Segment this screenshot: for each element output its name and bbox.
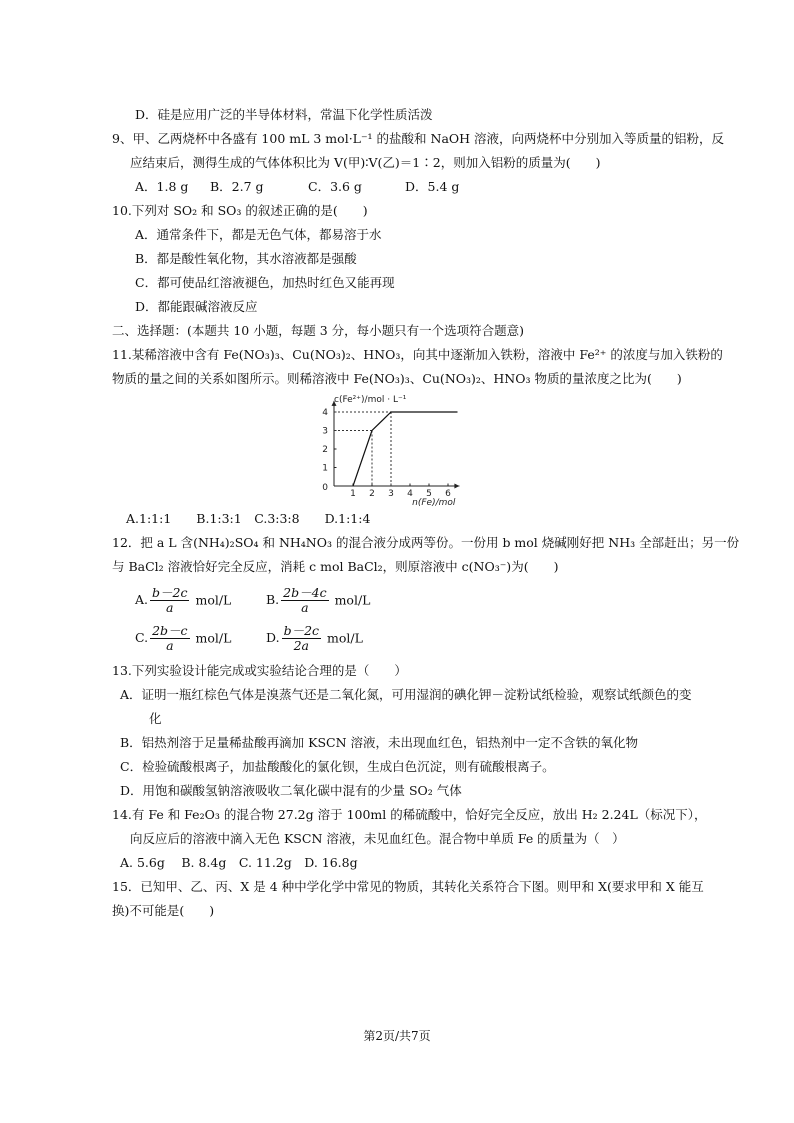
y-tick-label: 4 <box>322 408 328 418</box>
question-12-option-b <box>266 586 370 615</box>
question-12-option-a <box>135 586 231 615</box>
unit: mol/L <box>327 630 363 646</box>
question-11-options: A.1:1:1 B.1:3:1 C.3:3:8 D.1:1:4 <box>126 511 371 526</box>
question-10-option-c: C．都可使品红溶液褪色，加热时红色又能再现 <box>135 275 395 290</box>
option-label: C. <box>135 630 149 645</box>
y-axis-label: c(Fe²⁺)/mol · L⁻¹ <box>334 395 407 405</box>
fraction-denominator: a <box>166 600 174 615</box>
question-14-options: A. 5.6g B. 8.4g C. 11.2g D. 16.8g <box>120 855 358 870</box>
fraction <box>282 624 321 653</box>
question-9-option-a: A．1.8 g <box>135 179 189 194</box>
fraction-numerator: b－2c <box>283 623 320 638</box>
x-axis-arrow <box>454 484 459 489</box>
fe-concentration-chart <box>312 393 492 507</box>
fraction-denominator: a <box>166 638 174 653</box>
question-12-option-c <box>135 624 231 653</box>
x-tick-label: 6 <box>445 489 451 499</box>
fraction-numerator: 2b－4c <box>283 585 327 600</box>
page-footer: 第2页/共7页 <box>363 1029 431 1043</box>
question-9-option-b: B．2.7 g <box>210 179 264 194</box>
x-tick-label: 2 <box>369 489 375 499</box>
x-axis-label: n(Fe)/mol <box>412 498 456 507</box>
question-10-option-a: A．通常条件下，都是无色气体，都易溶于水 <box>135 227 382 242</box>
question-10-option-d: D．都能跟碱溶液反应 <box>135 299 258 314</box>
x-tick-label: 5 <box>426 489 432 499</box>
question-10-option-b: B．都是酸性氧化物，其水溶液都是强酸 <box>135 251 357 266</box>
question-13-option-a-cont: 化 <box>149 711 162 726</box>
question-11-stem: 11.某稀溶液中含有 Fe(NO₃)₃、Cu(NO₃)₂、HNO₃，向其中逐渐加入铁粉，溶液中 Fe²⁺ 的浓度与加入铁粉的 <box>112 347 723 362</box>
unit: mol/L <box>334 592 371 608</box>
question-9-option-d: D．5.4 g <box>405 179 460 194</box>
fraction <box>150 586 189 615</box>
y-tick-label: 2 <box>322 445 328 455</box>
question-13-option-c: C．检验硫酸根离子，加盐酸酸化的氯化钡，生成白色沉淀，则有硫酸根离子。 <box>120 759 555 774</box>
origin-label: 0 <box>322 483 328 493</box>
option-label: A. <box>135 592 149 607</box>
series-line <box>353 412 458 486</box>
question-9-option-c: C．3.6 g <box>308 179 362 194</box>
question-12-stem-cont: 与 BaCl₂ 溶液恰好完全反应，消耗 c mol BaCl₂，则原溶液中 c(NO₃⁻)为( ) <box>112 559 559 574</box>
question-13-option-a: A．证明一瓶红棕色气体是溴蒸气还是二氧化氮，可用湿润的碘化钾－淀粉试纸检验，观察试纸颜色的变 <box>120 687 692 702</box>
fraction-denominator: a <box>301 600 309 615</box>
fraction <box>150 624 189 653</box>
unit: mol/L <box>195 630 232 646</box>
question-13-option-b: B．铝热剂溶于足量稀盐酸再滴加 KSCN 溶液，未出现血红色，铝热剂中一定不含铁的氧化物 <box>120 735 639 750</box>
question-9-stem: 9、甲、乙两烧杯中各盛有 100 mL 3 mol·L⁻¹ 的盐酸和 NaOH 溶液，向两烧杯中分别加入等质量的铝粉，反 <box>112 131 725 146</box>
option-label: B. <box>266 592 280 607</box>
x-tick-label: 4 <box>407 489 413 499</box>
fraction-numerator: b－2c <box>152 585 188 600</box>
question-15-stem-cont: 换)不可能是( ) <box>112 903 215 918</box>
question-14-stem: 14.有 Fe 和 Fe₂O₃ 的混合物 27.2g 溶于 100ml 的稀硫酸中，恰好完全反应，放出 H₂ 2.24L（标况下）， <box>112 807 707 822</box>
question-11-stem-cont: 物质的量之间的关系如图所示。则稀溶液中 Fe(NO₃)₃、Cu(NO₃)₂、HNO₃ 物质的量浓度之比为( ) <box>112 371 682 386</box>
question-12-option-d <box>266 624 363 653</box>
question-15-stem: 15．已知甲、乙、丙、X 是 4 种中学化学中常见的物质，其转化关系符合下图。则甲和 X(要求甲和 X 能互 <box>112 879 704 894</box>
question-13-stem: 13.下列实验设计能完成或实验结论合理的是（ ） <box>112 663 407 678</box>
question-10-stem: 10.下列对 SO₂ 和 SO₃ 的叙述正确的是( ) <box>112 203 368 218</box>
section-heading: 二、选择题：(本题共 10 小题，每题 3 分，每小题只有一个选项符合题意) <box>112 323 525 338</box>
y-tick-label: 1 <box>322 463 328 474</box>
question-13-option-d: D．用饱和碳酸氢钠溶液吸收二氧化碳中混有的少量 SO₂ 气体 <box>120 783 462 798</box>
fraction <box>281 586 328 615</box>
fraction-numerator: 2b－c <box>152 623 188 638</box>
question-12-stem: 12．把 a L 含(NH₄)₂SO₄ 和 NH₄NO₃ 的混合液分成两等份。一份用 b mol 烧碱刚好把 NH₃ 全部赶出；另一份 <box>112 535 740 550</box>
question-14-stem-cont: 向反应后的溶液中滴入无色 KSCN 溶液，未见血红色。混合物中单质 Fe 的质量为（ ） <box>130 831 625 846</box>
option-label: D. <box>266 630 280 645</box>
x-tick-label: 3 <box>388 489 394 499</box>
x-tick-label: 1 <box>350 489 356 499</box>
unit: mol/L <box>195 592 232 608</box>
question-9-stem-cont: 应结束后，测得生成的气体体积比为 V(甲)∶V(乙)＝1∶2，则加入铝粉的质量为( ) <box>130 155 601 170</box>
y-tick-label: 3 <box>322 426 328 437</box>
line-q8-option-d: D．硅是应用广泛的半导体材料，常温下化学性质活泼 <box>135 107 433 122</box>
fraction-denominator: 2a <box>293 638 309 653</box>
